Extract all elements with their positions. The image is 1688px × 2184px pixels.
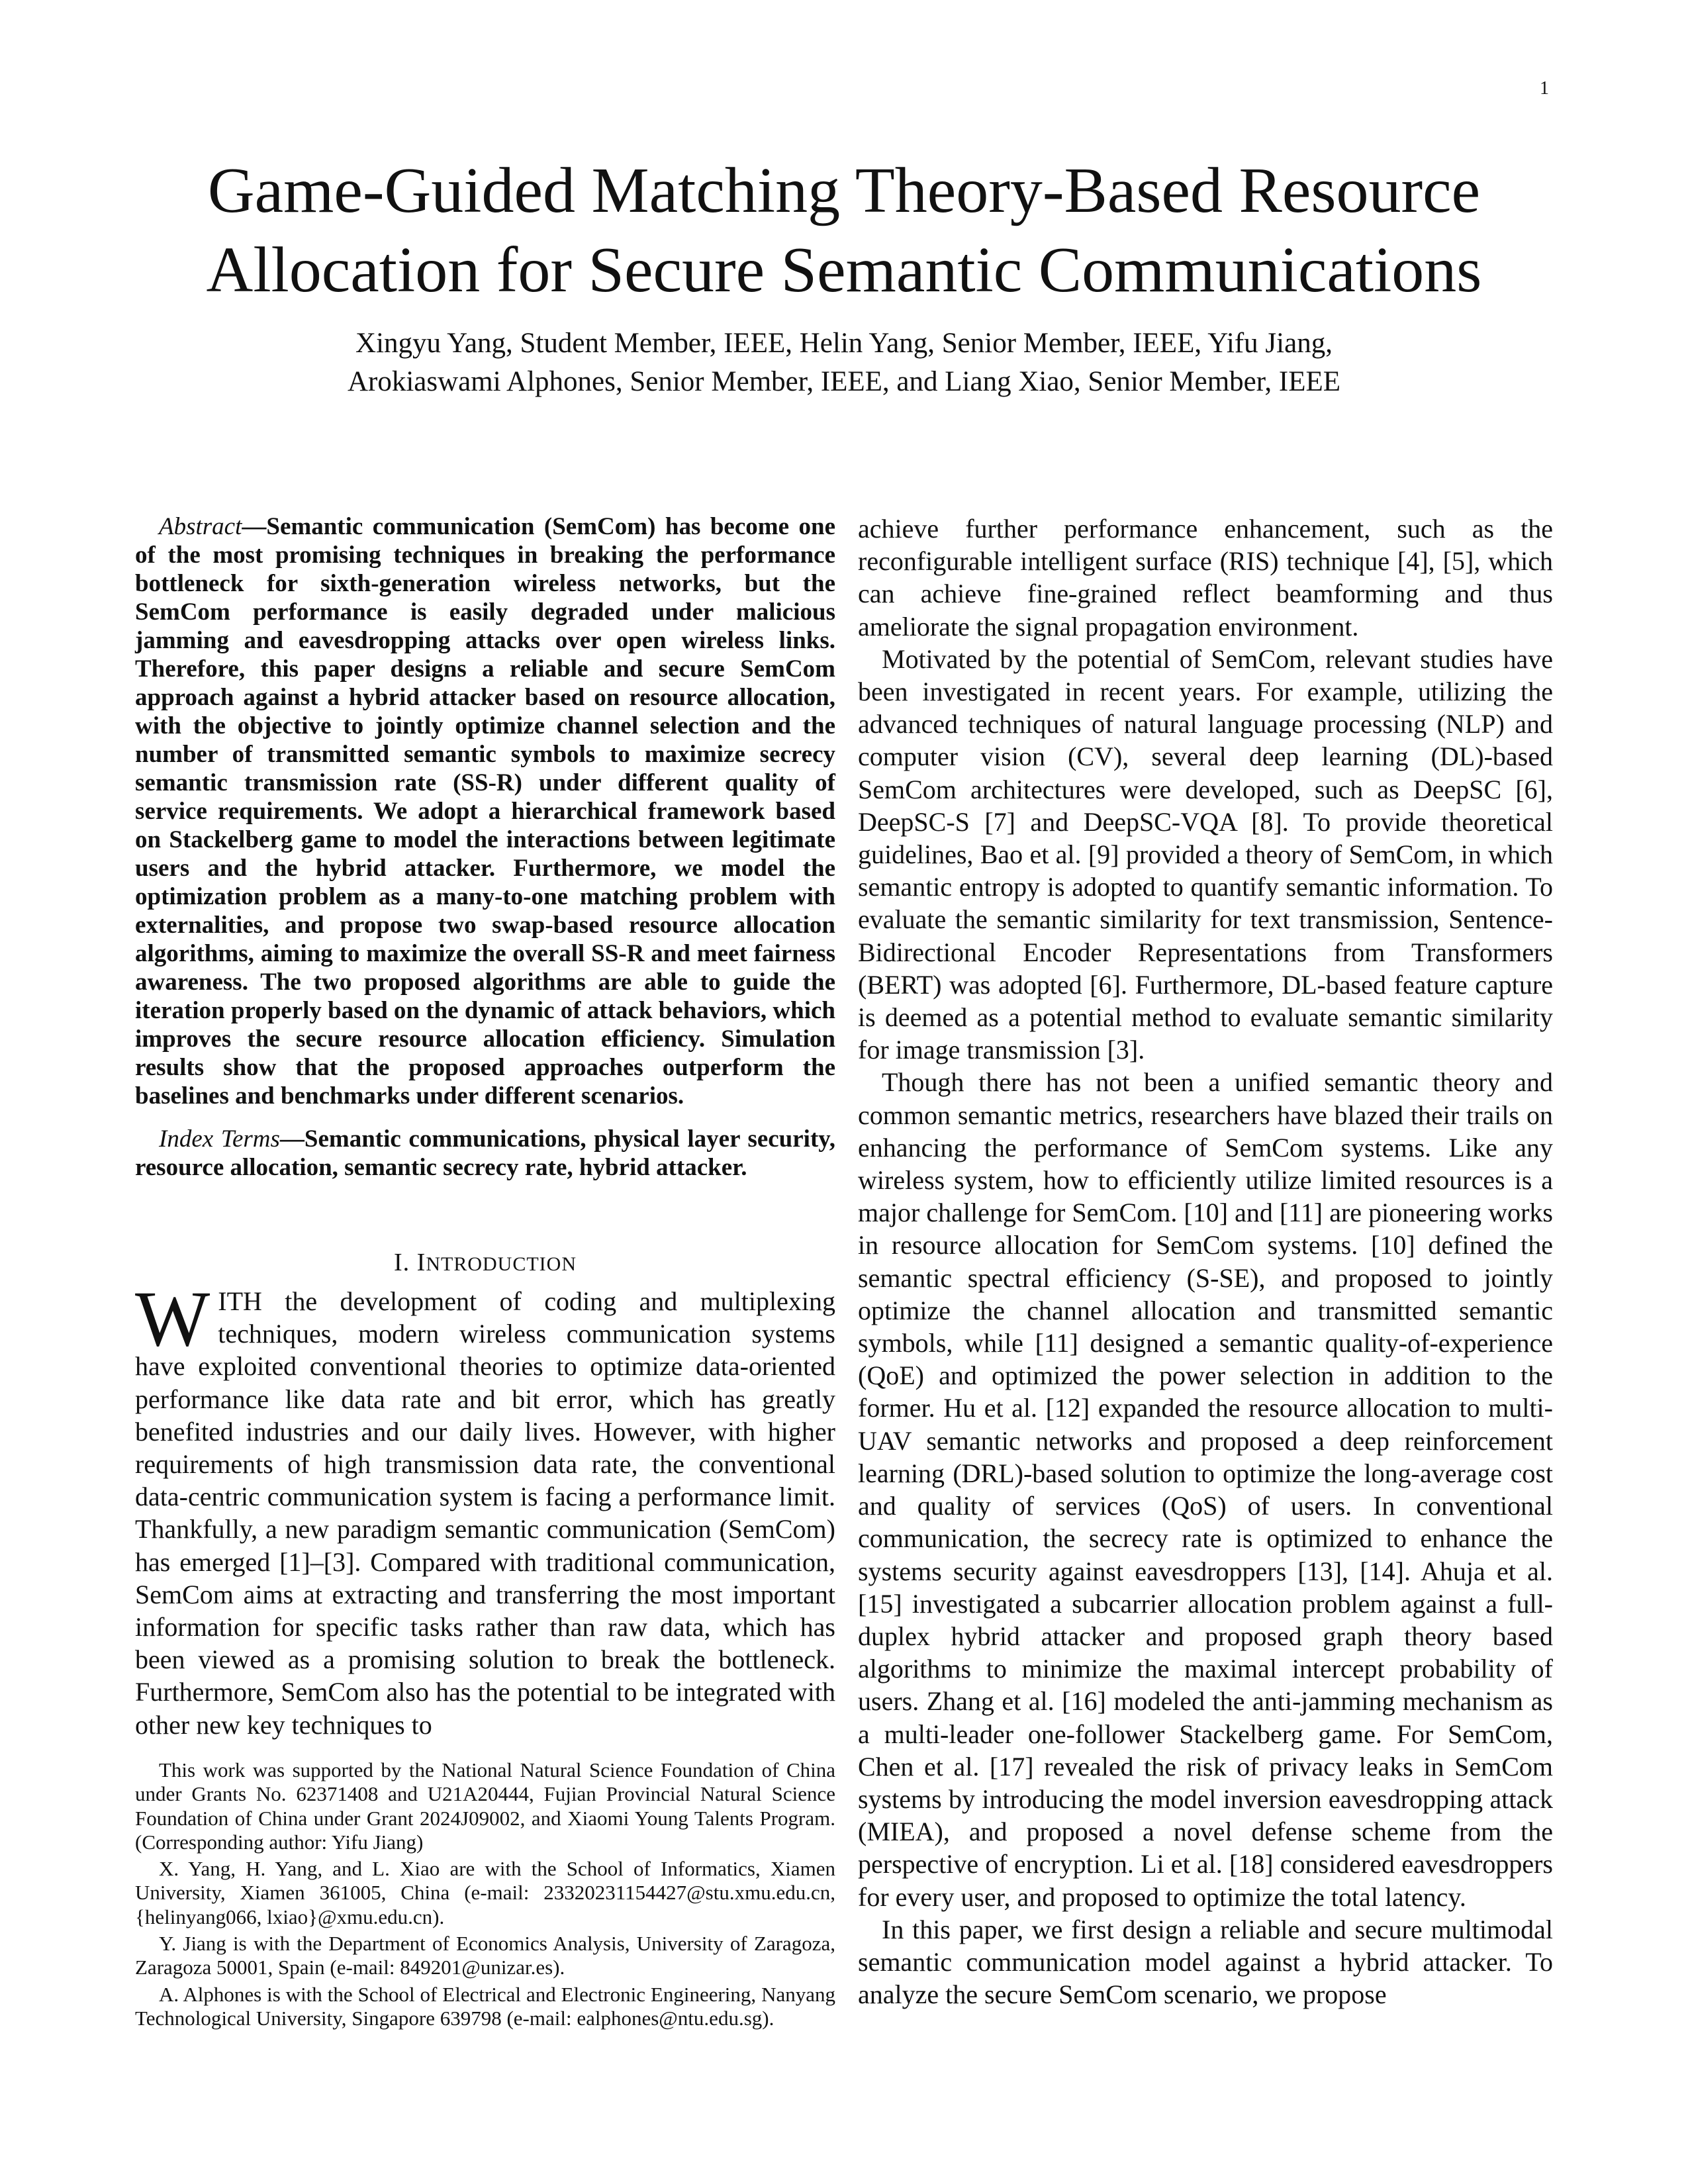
footnote-affiliation-ntu: A. Alphones is with the School of Electrical and Electronic Engineering, Nanyang Technological University, Singapore 639798 (e-mail: ealphones@ntu.edu.sg). — [135, 1982, 835, 2030]
title-line-1: Game-Guided Matching Theory-Based Resource — [207, 155, 1481, 226]
abstract-text: —Semantic communication (SemCom) has become one of the most promising techniques in breaking the performance bottleneck for sixth-generation wireless networks, but the SemCom performance is easily degraded under malicious jamming and eavesdropping attacks over open wireless links. Therefore, this paper designs a reliable and secure SemCom approach against a hybrid attacker based on resource allocation, with the objective to jointly optimize channel selection and the number of transmitted semantic symbols to maximize secrecy semantic transmission rate (SS-R) under different quality of service requirements. We adopt a hierarchical framework based on Stackelberg game to model the interactions between legitimate users and the hybrid attacker. Furthermore, we model the optimization problem as a many-to-one matching problem with externalities, and propose two swap-based resource allocation algorithms, aiming to maximize the overall SS-R and meet fairness awareness. The two proposed algorithms are able to guide the iteration properly based on the dynamic of attack behaviors, which improves the secure resource allocation efficiency. Simulation results show that the proposed approaches outperform the baselines and benchmarks under different scenarios. — [135, 513, 835, 1110]
page-number: 1 — [1540, 78, 1549, 99]
left-column — [135, 512, 835, 1741]
right-paragraph-1: achieve further performance enhancement, such as the reconfigurable intelligent surface (RIS) technique [4], [5], which can achieve fine-grained reflect beamforming and thus ameliorate the signal propagation environment. — [858, 514, 1553, 641]
paper-title — [0, 151, 1688, 310]
abstract — [135, 512, 835, 1110]
footnotes — [135, 1758, 835, 2033]
index-terms-label: Index Terms — [159, 1125, 280, 1153]
right-paragraph-4: In this paper, we first design a reliable and secure multimodal semantic communication model against a hybrid attacker. To analyze the secure SemCom scenario, we propose — [858, 1914, 1553, 2010]
section-number: I. I — [394, 1249, 426, 1276]
intro-text: ITH the development of coding and multiplexing techniques, modern wireless communication systems have exploited conventional theories to optimize data-oriented performance like data rate and bit error, which has greatly benefited industries and our daily lives. However, with higher requirements of high transmission data rate, the conventional data-centric communication system is facing a performance limit. Thankfully, a new paradigm semantic communication (SemCom) has emerged [1]–[3]. Compared with traditional communication, SemCom aims at extracting and transferring the most important information for specific tasks rather than raw data, which has been viewed as a promising solution to break the bottleneck. Furthermore, SemCom also has the potential to be integrated with other new key techniques to — [135, 1286, 835, 1740]
footnote-affiliation-xmu: X. Yang, H. Yang, and L. Xiao are with the School of Informatics, Xiamen University, Xiamen 361005, China (e-mail: 23320231154427@stu.xmu.edu.cn, {helinyang066, lxiao}@xmu.edu.cn). — [135, 1857, 835, 1928]
drop-cap: W — [135, 1274, 211, 1362]
right-paragraph-3: Though there has not been a unified semantic theory and common semantic metrics, researchers have blazed their trails on enhancing the performance of SemCom systems. Like any wireless system, how to efficiently utilize limited resources is a major challenge for SemCom. [10] and [11] are pioneering works in resource allocation for SemCom systems. [10] defined the semantic spectral efficiency (S-SE), and proposed to jointly optimize the channel allocation and transmitted semantic symbols, while [11] designed a semantic quality-of-experience (QoE) and optimized the power selection in addition to the former. Hu et al. [12] expanded the resource allocation to multi-UAV semantic networks and proposed a deep reinforcement learning (DRL)-based solution to optimize the long-average cost and quality of services (QoS) of users. In conventional communication, the secrecy rate is optimized to enhance the systems security against eavesdroppers [13], [14]. Ahuja et al. [15] investigated a subcarrier allocation problem against a full-duplex hybrid attacker and proposed graph theory based algorithms to minimize the maximal intercept probability of users. Zhang et al. [16] modeled the anti-jamming mechanism as a multi-leader one-follower Stackelberg game. For SemCom, Chen et al. [17] revealed the risk of privacy leaks in SemCom systems by introducing the model inversion eavesdropping attack (MIEA), and proposed a novel defense scheme from the perspective of encryption. Li et al. [18] considered eavesdroppers for every user, and proposed to optimize the total latency. — [858, 1067, 1553, 1912]
section-heading-introduction — [135, 1248, 835, 1277]
title-line-2: Allocation for Secure Semantic Communications — [206, 234, 1482, 306]
authors-line-2: Arokiaswami Alphones, Senior Member, IEEE, and Liang Xiao, Senior Member, IEEE — [347, 366, 1340, 397]
footnote-affiliation-zaragoza: Y. Jiang is with the Department of Economics Analysis, University of Zaragoza, Zaragoza 50001, Spain (e-mail: 849201@unizar.es). — [135, 1932, 835, 1979]
index-terms — [135, 1125, 835, 1182]
section-name: NTRODUCTION — [426, 1253, 577, 1275]
author-list — [0, 324, 1688, 401]
right-column — [858, 512, 1553, 2011]
index-terms-text: —Semantic communications, physical layer security, resource allocation, semantic secrecy rate, hybrid attacker. — [135, 1125, 835, 1181]
authors-line-1: Xingyu Yang, Student Member, IEEE, Helin Yang, Senior Member, IEEE, Yifu Jiang, — [355, 328, 1333, 359]
right-paragraph-2: Motivated by the potential of SemCom, relevant studies have been investigated in recent years. For example, utilizing the advanced techniques of natural language processing (NLP) and computer vision (CV), several deep learning (DL)-based SemCom architectures were developed, such as DeepSC [6], DeepSC-S [7] and DeepSC-VQA [8]. To provide theoretical guidelines, Bao et al. [9] provided a theory of SemCom, in which semantic entropy is adopted to quantify semantic information. To evaluate the semantic similarity for text transmission, Sentence-Bidirectional Encoder Representations from Transformers (BERT) was adopted [6]. Furthermore, DL-based feature capture is deemed as a potential method to evaluate semantic similarity for image transmission [3]. — [858, 643, 1553, 1065]
abstract-label: Abstract — [159, 513, 242, 540]
intro-paragraph — [135, 1274, 835, 1741]
footnote-funding: This work was supported by the National Natural Science Foundation of China under Grants No. 62371408 and U21A20444, Fujian Provincial Natural Science Foundation of China under Grant 2024J09002, and Xiaomi Young Talents Program. (Corresponding author: Yifu Jiang) — [135, 1758, 835, 1854]
